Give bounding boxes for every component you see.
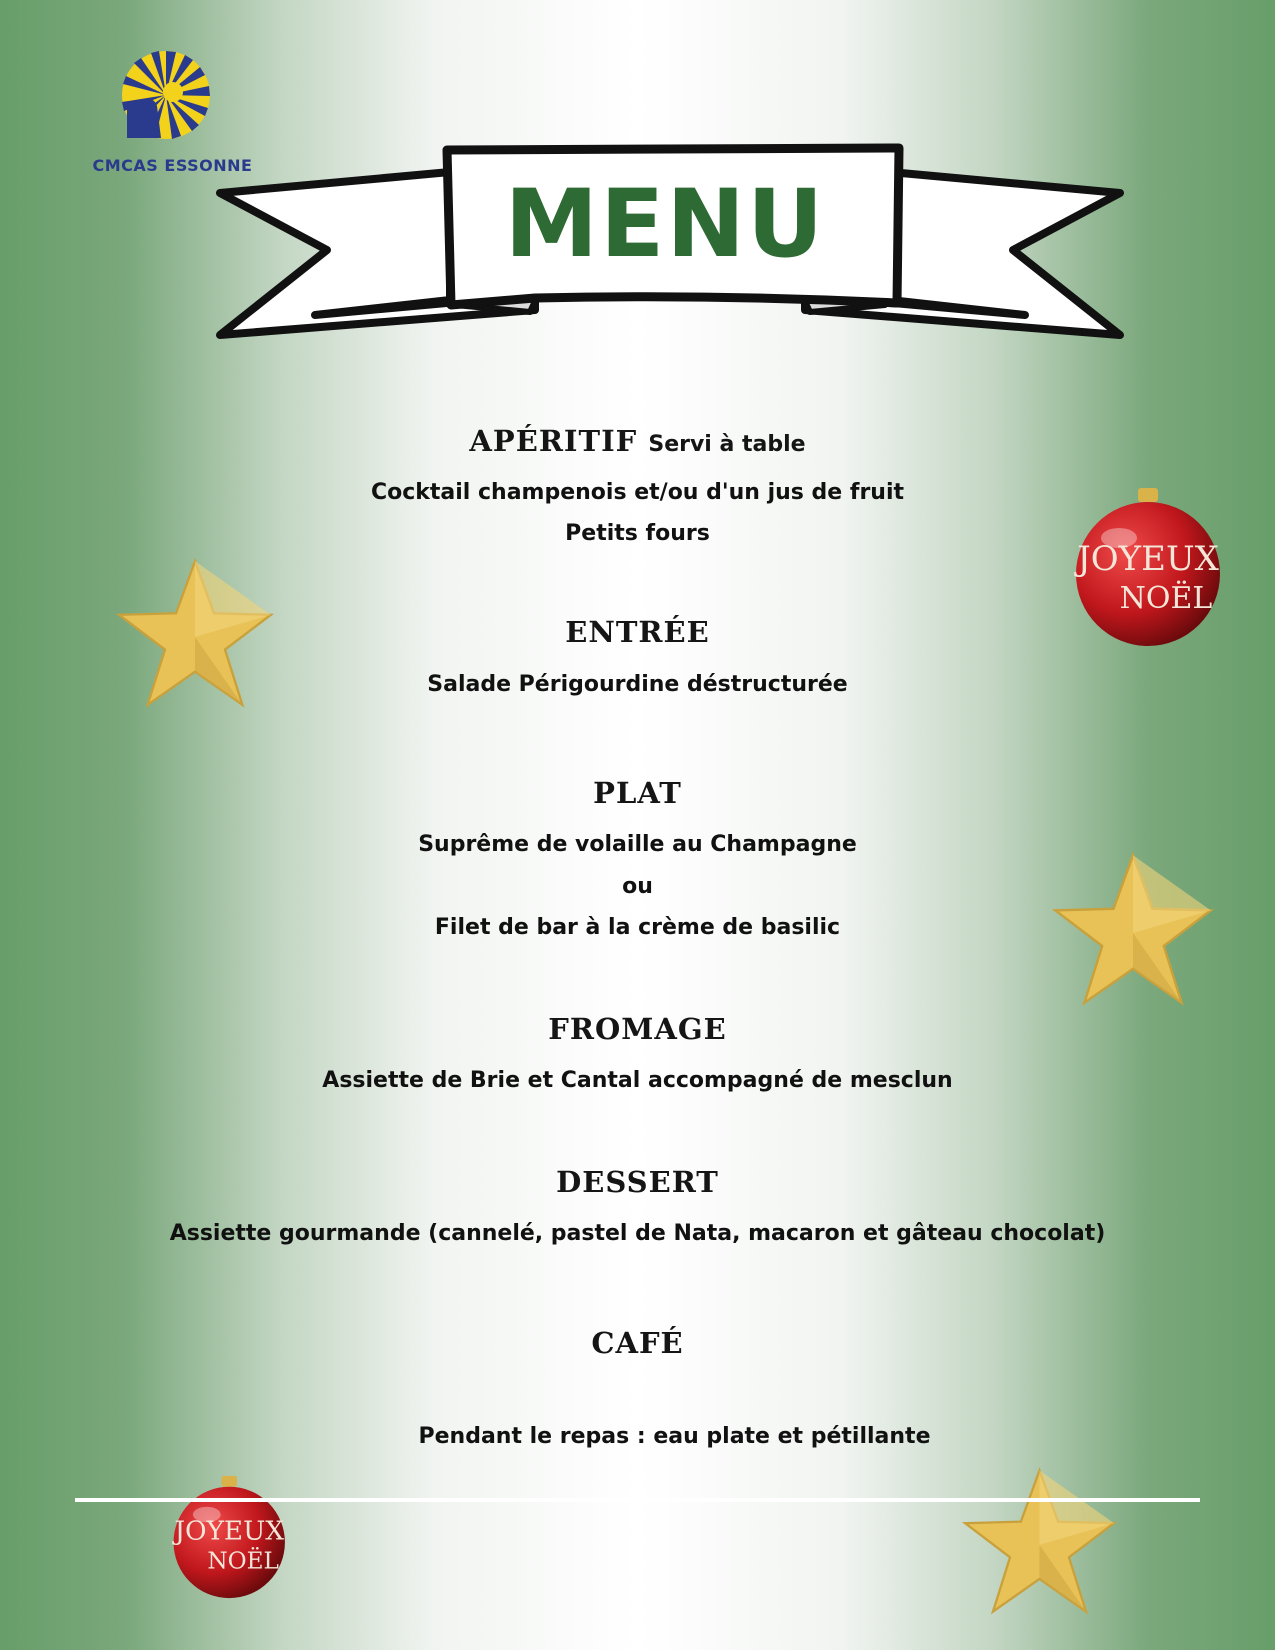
menu-item: Cocktail champenois et/ou d'un jus de fruit	[370, 480, 905, 505]
logo-text: CMCAS ESSONNE	[92, 156, 253, 175]
menu-item: Suprême de volaille au Champagne	[418, 832, 857, 857]
menu-item: Petits fours	[565, 521, 710, 546]
ornament-text-line1: JOYEUX	[1077, 539, 1219, 579]
menu-item: Assiette gourmande (cannelé, pastel de Nata, macaron et gâteau chocolat)	[169, 1221, 1106, 1246]
menu-item: ou	[622, 874, 653, 899]
aperitif-note: Servi à table	[648, 432, 806, 457]
section-title-entree: ENTRÉE	[565, 615, 710, 649]
section-title-cafe: CAFÉ	[591, 1326, 684, 1360]
section-title-plat: PLAT	[593, 776, 682, 810]
section-title-dessert: DESSERT	[556, 1165, 719, 1199]
menu-item: Salade Périgourdine déstructurée	[427, 672, 848, 697]
drinks-note: Pendant le repas : eau plate et pétillante	[418, 1424, 931, 1449]
menu-title: MENU	[504, 170, 826, 279]
divider-line	[75, 1498, 1200, 1502]
menu-item: Assiette de Brie et Cantal accompagné de mesclun	[322, 1068, 953, 1093]
aperitif-title: APÉRITIF	[469, 424, 638, 458]
ornament-text-line2: NOËL	[207, 1547, 279, 1575]
ornament-text-line1: JOYEUX	[174, 1516, 284, 1547]
section-title-aperitif	[0, 424, 1275, 458]
section-title-fromage: FROMAGE	[548, 1012, 727, 1046]
ornament-text-line2: NOËL	[1119, 581, 1213, 616]
menu-item: Filet de bar à la crème de basilic	[434, 915, 841, 940]
